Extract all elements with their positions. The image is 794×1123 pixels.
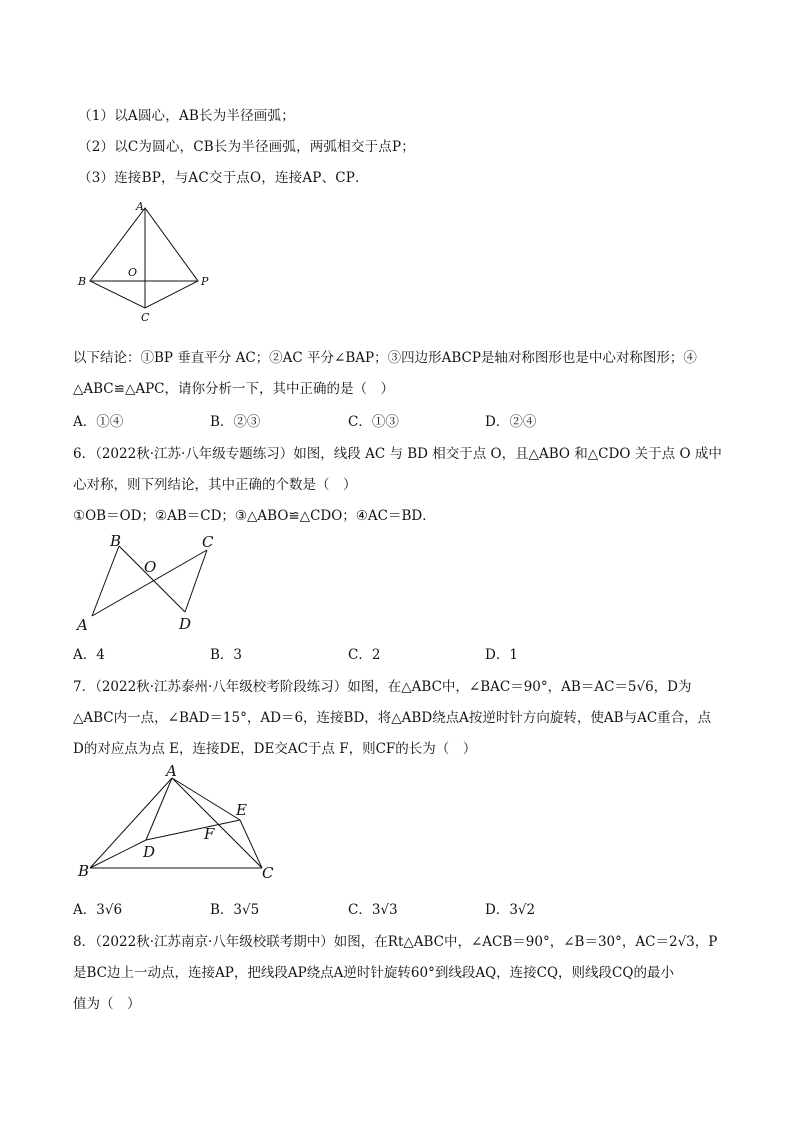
construction-step-2: （2）以C为圆心，CB长为半径画弧，两弧相交于点P； [78, 139, 415, 155]
q6-option-b[interactable]: B．3 [210, 647, 243, 663]
q7-label-c: C [262, 864, 274, 882]
q7-figure [74, 762, 294, 884]
q7-label-a: A [166, 762, 177, 780]
q5-conclusion-line-2: △ABC≌△APC，请你分析一下，其中正确的是（ ） [73, 381, 394, 397]
q7-segment-ac [172, 778, 262, 868]
q5-option-a[interactable]: A．①④ [73, 414, 124, 430]
q7-label-e: E [236, 801, 247, 819]
q6-segment-cd [185, 550, 207, 612]
construction-step-3: （3）连接BP，与AC交于点O，连接AP、CP． [78, 170, 369, 186]
q7-option-c[interactable]: C．3√3 [348, 902, 398, 918]
q7-option-a[interactable]: A．3√6 [73, 902, 123, 918]
q7-label-d: D [143, 843, 156, 861]
q6-stem-line-1: 6．（2022秋·江苏·八年级专题练习）如图，线段 AC 与 BD 相交于点 O，且△ABO 和△CDO 关于点 O 成中 [73, 446, 722, 462]
q7-stem-line-3: D的对应点为点 E，连接DE，DE交AC于点 F，则CF的长为（ ） [73, 741, 477, 757]
q5-conclusion-line-1: 以下结论：①BP 垂直平分 AC；②AC 平分∠BAP；③四边形ABCP是轴对称图形也是中心对称图形；④ [73, 350, 697, 366]
q6-label-d: D [179, 615, 192, 633]
q5-option-b[interactable]: B．②③ [210, 414, 261, 430]
q5-label-a: A [136, 200, 144, 213]
q5-options [73, 410, 713, 430]
q6-stem-line-3: ①OB＝OD；②AB＝CD；③△ABO≌△CDO；④AC＝BD． [73, 508, 436, 524]
construction-step-1: （1）以A圆心，AB长为半径画弧； [78, 108, 295, 124]
q6-options [73, 643, 713, 663]
q7-segment-ab [90, 778, 172, 868]
q8-stem-line-2: 是BC边上一动点，连接AP，把线段AP绕点A逆时针旋转60°到线段AQ，连接CQ，则线段CQ的最小 [73, 965, 674, 981]
q7-segment-ec [240, 820, 262, 868]
q7-label-f: F [204, 825, 215, 843]
q6-segment-bd [119, 546, 185, 612]
q7-options [73, 898, 713, 918]
q6-label-o: O [144, 558, 157, 576]
q6-label-c: C [202, 533, 214, 551]
q6-segment-ab [92, 546, 119, 616]
q5-label-c: C [141, 311, 150, 324]
q7-stem-line-2: △ABC内一点，∠BAD＝15°，AD＝6，连接BD，将△ABD绕点A按逆时针方向旋转，使AB与AC重合，点 [73, 710, 712, 726]
q6-label-a: A [77, 616, 88, 634]
q7-option-b[interactable]: B．3√5 [210, 902, 260, 918]
q5-figure [70, 196, 220, 328]
q8-stem-line-1: 8．（2022秋·江苏南京·八年级校联考期中）如图，在Rt△ABC中，∠ACB＝90°，∠B＝30°，AC＝2√3，P [73, 934, 718, 950]
q6-label-b: B [110, 532, 122, 550]
q7-segment-bd [90, 840, 146, 868]
q6-option-c[interactable]: C．2 [348, 647, 381, 663]
q5-label-b: B [78, 275, 87, 288]
q5-label-o: O [128, 266, 138, 279]
q6-option-d[interactable]: D．1 [485, 647, 518, 663]
q7-segment-ae [172, 778, 240, 820]
q7-segment-ad [146, 778, 172, 840]
q7-stem-line-1: 7．（2022秋·江苏泰州·八年级校考阶段练习）如图，在△ABC中，∠BAC＝90°，AB＝AC＝5√6，D为 [73, 679, 692, 695]
q7-option-d[interactable]: D．3√2 [485, 902, 536, 918]
q8-stem-line-3: 值为（ ） [73, 996, 141, 1012]
q5-option-c[interactable]: C．①③ [348, 414, 399, 430]
q6-figure [72, 530, 222, 638]
q5-label-p: P [201, 275, 209, 288]
q7-label-b: B [78, 862, 90, 880]
q5-option-d[interactable]: D．②④ [485, 414, 537, 430]
q5-kite-outline [90, 208, 198, 308]
q6-option-a[interactable]: A．4 [73, 647, 105, 663]
q7-segment-de [146, 820, 240, 840]
q6-stem-line-2: 心对称，则下列结论，其中正确的个数是（ ） [73, 477, 357, 493]
